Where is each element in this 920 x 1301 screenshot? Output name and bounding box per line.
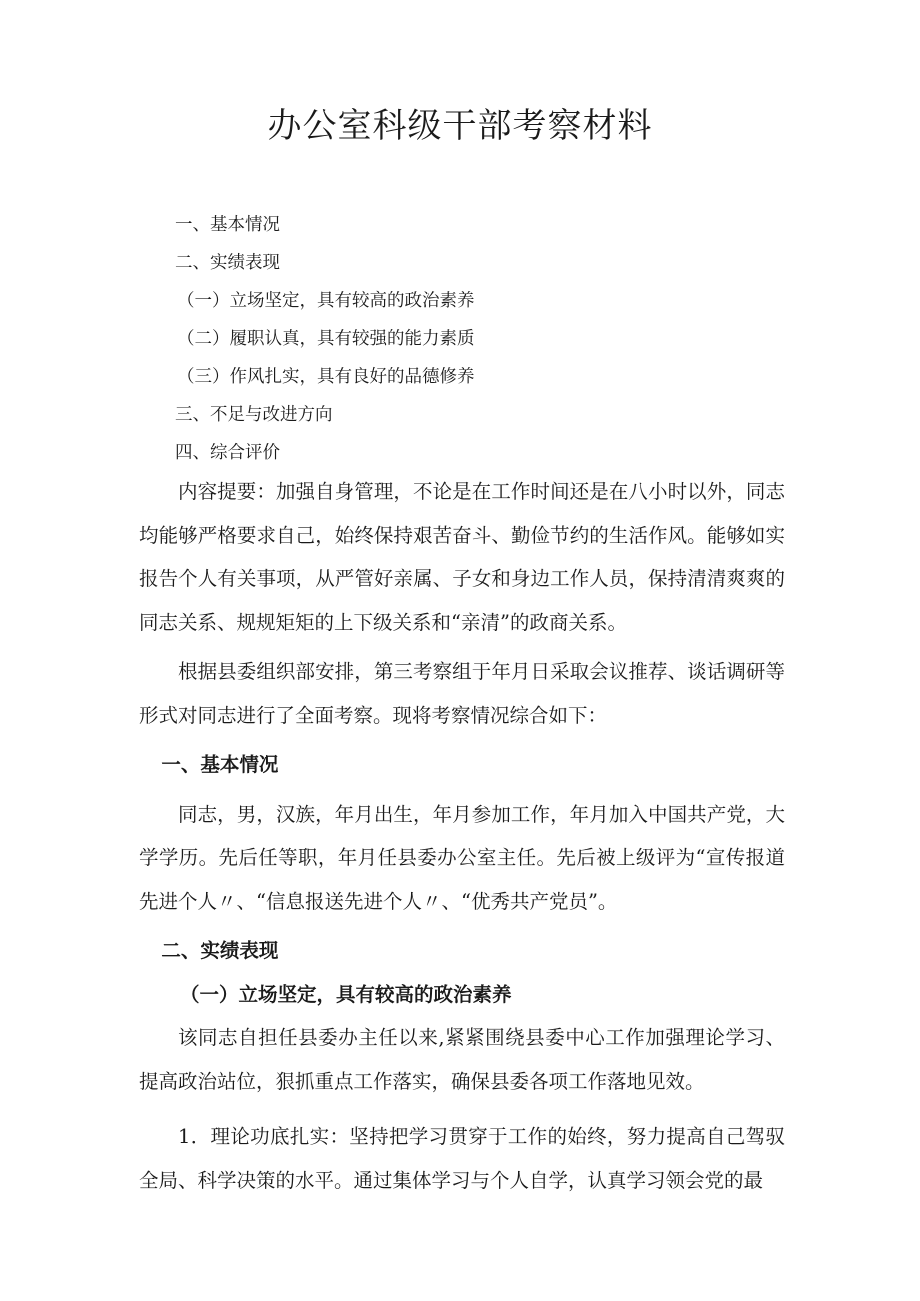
toc-item: （三）作风扎实，具有良好的品德修养 — [177, 367, 475, 387]
toc-item: （二）履职认真，具有较强的能力素质 — [177, 329, 475, 349]
section-heading-basic-info: 一、基本情况 — [161, 753, 279, 776]
toc-item: 二、实绩表现 — [175, 253, 280, 273]
document-title: 办公室科级干部考察材料 — [267, 106, 653, 146]
basic-info-paragraph: 同志，男，汉族，年月出生，年月参加工作，年月加入中国共产党，大学学历。先后任等职，年月任县委办公室主任。先后被上级评为“宣传报道先进个人〃、“信息报送先进个人〃、“优秀共产党员”。 — [139, 802, 785, 913]
subsection-heading-political: （一）立场坚定，具有较高的政治素养 — [179, 982, 512, 1006]
theory-item-paragraph: 1．理论功底扎实：坚持把学习贯穿于工作的始终，努力提高自己驾驭全局、科学决策的水平。通过集体学习与个人自学，认真学习领会党的最 — [139, 1125, 785, 1192]
section-heading-performance: 二、实绩表现 — [161, 939, 279, 962]
political-paragraph: 该同志自担任县委办主任以来,紧紧围绕县委中心工作加强理论学习、提高政治站位，狠抓重点工作落实，确保县委各项工作落地见效。 — [139, 1026, 785, 1093]
document-body — [139, 470, 785, 1202]
toc-item: 一、基本情况 — [175, 215, 280, 235]
intro-paragraph: 根据县委组织部安排，第三考察组于年月日采取会议推荐、谈话调研等形式对同志进行了全面考察。现将考察情况综合如下： — [139, 660, 785, 727]
table-of-contents — [175, 206, 815, 472]
toc-item: 三、不足与改进方向 — [175, 405, 333, 425]
toc-item: 四、综合评价 — [175, 443, 280, 463]
toc-item: （一）立场坚定，具有较高的政治素养 — [177, 291, 475, 311]
abstract-paragraph: 内容提要：加强自身管理，不论是在工作时间还是在八小时以外，同志均能够严格要求自己，始终保持艰苦奋斗、勤俭节约的生活作风。能够如实报告个人有关事项，从严管好亲属、子女和身边工作人员，保持清清爽爽的同志关系、规规矩矩的上下级关系和“亲清”的政商关系。 — [139, 480, 785, 634]
